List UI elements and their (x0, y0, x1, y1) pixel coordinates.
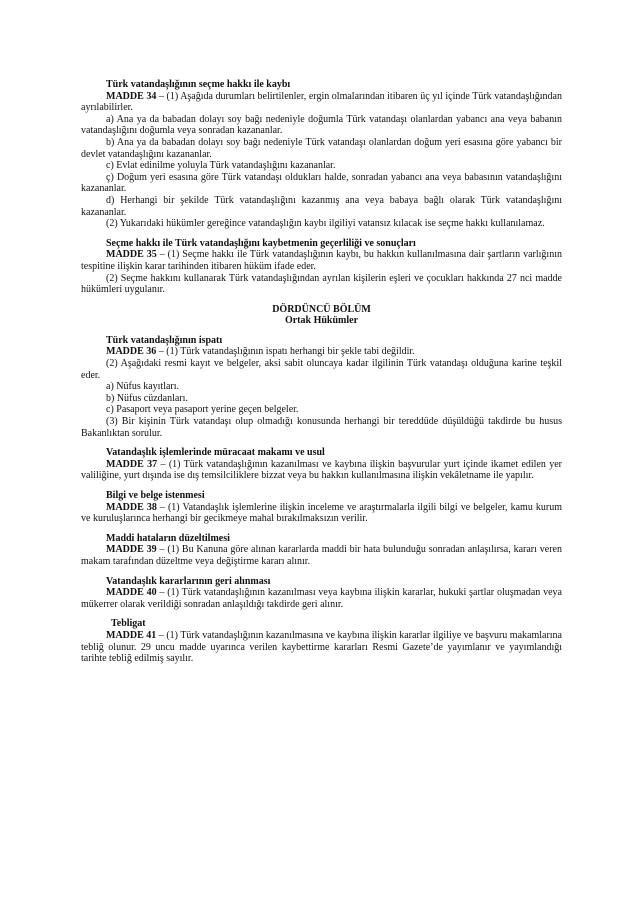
article-text: – (1) Seçme hakkı ile Türk vatandaşlığının kaybı, bu hakkın kullanılmasına dair şartların varlığının tespitine ilişkin karar tarihinden itibaren hüküm ifade eder. (81, 249, 562, 272)
article-text: – (1) Bu Kanuna göre alınan kararlarda maddi bir hata bulunduğu sonradan anlaşılırsa, kararı veren makam tarafından düzeltme veya değiştirme kararı alınır. (81, 544, 562, 567)
section-heading: Maddi hataların düzeltilmesi (106, 532, 230, 544)
article-text: – (1) Türk vatandaşlığının kazanılmasına ve kaybına ilişkin kararlar ilgiliye ve başvuru makamlarına tebliğ olunur. 29 uncu madde uyarınca verilen kaybettirme kararları Resmi Gazete’de yayımlanır ve yayımlandığı tarihte tebliğ edilmiş sayılır. (81, 629, 562, 665)
article-label: MADDE 36 (106, 346, 157, 358)
list-item: d) Herhangi bir şekilde Türk vatandaşlığını kazanmış ana veya babaya bağlı olarak Türk vatandaşlığını kazananlar. (81, 194, 562, 218)
section-heading: Bilgi ve belge istenmesi (106, 490, 205, 501)
article-label: MADDE 40 (106, 587, 157, 599)
article-label: MADDE 35 (106, 249, 157, 261)
article-label: MADDE 41 (106, 629, 157, 641)
list-item: b) Ana ya da babadan dolayı soy bağı nedeniyle Türk vatandaşı olanlardan doğum yeri esasına göre yabancı bir devlet vatandaşlığını kazananlar. (81, 136, 562, 160)
article-paragraph (81, 346, 562, 358)
list-item: a) Nüfus kayıtları. (106, 381, 180, 393)
article-paragraph: (2) Seçme hakkını kullanarak Türk vatandaşlığından ayrılan kişilerin eşleri ve çocukları hakkında 27 nci madde hükümleri uygulanır. (81, 272, 562, 296)
section-heading: Türk vatandaşlığının seçme hakkı ile kaybı (106, 79, 291, 90)
article-text: – (1) Türk vatandaşlığının kazanılması veya kaybına ilişkin kararlar, hukuki şartlar oluşmadan veya mükerrer olarak verildiği sonradan anlaşıldığı takdirde geri alınır. (81, 587, 562, 610)
section-heading: Vatandaşlık işlemlerinde müracaat makamı ve usul (106, 447, 325, 459)
section-heading: Vatandaşlık kararlarının geri alınması (106, 575, 271, 587)
part-title: DÖRDÜNCÜ BÖLÜM (272, 303, 371, 315)
section-heading: Türk vatandaşlığının ispatı (106, 334, 223, 346)
article-label: MADDE 39 (106, 544, 157, 556)
part-subtitle: Ortak Hükümler (284, 315, 359, 327)
list-item: c) Evlat edinilme yoluyla Türk vatandaşlığını kazananlar. (106, 160, 336, 172)
list-item: ç) Doğum yeri esasına göre Türk vatandaşı oldukları halde, sonradan yabancı ana veya babasının vatandaşlığını kazananlar. (81, 171, 562, 195)
article-text: – (1) Vatandaşlık işlemlerine ilişkin inceleme ve araştırmalarla ilgili bilgi ve belgeler, kamu kurum ve kuruluşlarınca herhangi bir gecikmeye mahal bırakılmaksızın verilir. (81, 501, 562, 525)
article-paragraph: (2) Yukarıdaki hükümler gereğince vatandaşlığın kaybı ilgiliyi vatansız kılacak ise seçme hakkı kullanılamaz. (106, 218, 545, 230)
article-text: – (1) Türk vatandaşlığının ispatı herhangi bir şekle tabi değildir. (156, 346, 415, 358)
article-label: MADDE 34 (106, 90, 157, 102)
article-text: – (1) Aşağıda durumları belirtilenler, ergin olmalarından itibaren üç yıl içinde Türk vatandaşlığından ayrılabilirler. (81, 90, 562, 114)
article-paragraph (81, 91, 562, 114)
article-paragraph (81, 249, 562, 272)
article-paragraph: (3) Bir kişinin Türk vatandaşı olup olmadığı konusunda herhangi bir tereddüde düşüldüğü takdirde bu husus Bakanlıktan sorulur. (81, 416, 562, 439)
section-heading: Tebligat (111, 618, 146, 630)
article-paragraph (81, 544, 562, 567)
section-heading: Seçme hakkı ile Türk vatandaşlığını kaybetmenin geçerliliği ve sonuçları (106, 237, 416, 249)
article-paragraph (81, 502, 562, 525)
document-page (81, 79, 562, 665)
article-paragraph (81, 459, 562, 482)
article-paragraph (81, 630, 562, 665)
list-item: a) Ana ya da babadan dolayı soy bağı nedeniyle doğumla Türk vatandaşı olanlardan yabancı ana veya babanın vatandaşlığını doğumla veya sonradan kazananlar. (81, 113, 562, 137)
article-paragraph: (2) Aşağıdaki resmi kayıt ve belgeler, aksi sabit oluncaya kadar ilgilinin Türk vatandaşı olduğuna karine teşkil eder. (81, 358, 562, 381)
article-label: MADDE 37 (106, 458, 158, 470)
article-label: MADDE 38 (106, 501, 157, 513)
list-item: b) Nüfus cüzdanları. (106, 392, 188, 404)
list-item: c) Pasaport veya pasaport yerine geçen belgeler. (106, 404, 299, 416)
article-paragraph (81, 587, 562, 610)
article-text: – (1) Türk vatandaşlığının kazanılması ve kaybına ilişkin başvurular yurt içinde ikamet edilen yer valiliğine, yurt dışında ise dış temsilciliklere bizzat veya bu hakkın kullanılmasına ilişkin vekâletname ile yapılır. (81, 458, 562, 482)
